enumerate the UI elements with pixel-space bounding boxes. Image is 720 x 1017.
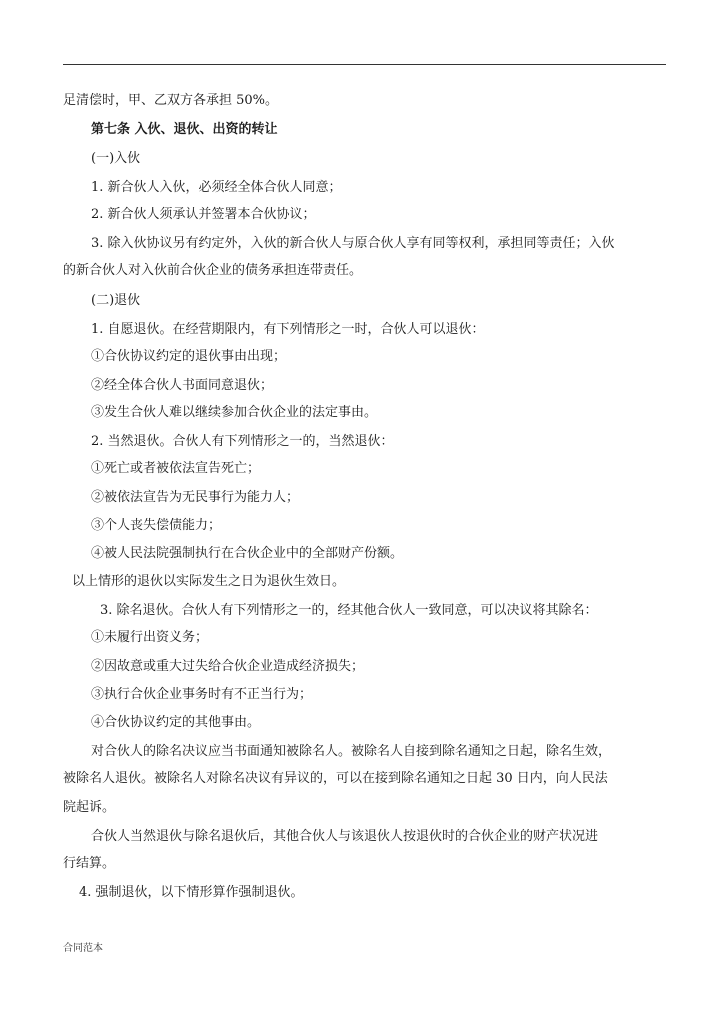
voluntary-withdrawal: 1. 自愿退伙。在经营期限内，有下列情形之一时，合伙人可以退伙： xyxy=(91,322,485,337)
expulsion-notice-line-3: 院起诉。 xyxy=(63,800,116,815)
settlement-line-2: 行结算。 xyxy=(63,856,116,871)
forced-withdrawal: 4. 强制退伙，以下情形算作强制退伙。 xyxy=(79,885,304,900)
expulsion-notice-line-2: 被除名人退伙。被除名人对除名决议有异议的，可以在接到除名通知之日起 30 日内，向人民法 xyxy=(63,771,608,786)
list-item: ③个人丧失偿债能力； xyxy=(91,518,222,533)
list-item: ②因故意或重大过失给合伙企业造成经济损失； xyxy=(91,659,365,674)
header-rule xyxy=(63,64,666,65)
join-item-3-line-2: 的新合伙人对入伙前合伙企业的债务承担连带责任。 xyxy=(63,263,363,278)
list-item: ②被依法宣告为无民事行为能力人； xyxy=(91,490,300,505)
list-item: ②经全体合伙人书面同意退伙； xyxy=(91,378,274,393)
join-item-3-line-1: 3. 除入伙协议另有约定外，入伙的新合伙人与原合伙人享有同等权利，承担同等责任；入伙 xyxy=(91,236,615,251)
continuation-text: 足清偿时，甲、乙双方各承担 50%。 xyxy=(63,93,279,108)
list-item: ④合伙协议约定的其他事由。 xyxy=(91,715,261,730)
list-item: ①合伙协议约定的退伙事由出现； xyxy=(91,349,287,364)
join-item-1: 1. 新合伙人入伙，必须经全体合伙人同意； xyxy=(91,180,342,195)
expulsion-notice-line-1: 对合伙人的除名决议应当书面通知被除名人。被除名人自接到除名通知之日起，除名生效， xyxy=(91,744,612,759)
join-item-2: 2. 新合伙人须承认并签署本合伙协议； xyxy=(91,207,316,222)
article-heading: 第七条 入伙、退伙、出资的转让 xyxy=(91,122,278,137)
withdraw-heading: (二)退伙 xyxy=(91,293,141,308)
join-heading: (一)入伙 xyxy=(91,151,141,166)
footer-label: 合同范本 xyxy=(63,943,103,954)
settlement-line-1: 合伙人当然退伙与除名退伙后，其他合伙人与该退伙人按退伙时的合伙企业的财产状况进 xyxy=(91,829,599,844)
list-item: ①死亡或者被依法宣告死亡； xyxy=(91,461,261,476)
list-item: ④被人民法院强制执行在合伙企业中的全部财产份额。 xyxy=(91,546,404,561)
effective-date-note: 以上情形的退伙以实际发生之日为退伙生效日。 xyxy=(72,574,346,589)
expulsion-withdrawal: 3. 除名退伙。合伙人有下列情形之一的，经其他合伙人一致同意，可以决议将其除名： xyxy=(100,603,598,618)
list-item: ③发生合伙人难以继续参加合伙企业的法定事由。 xyxy=(91,405,378,420)
list-item: ③执行合伙企业事务时有不正当行为； xyxy=(91,687,313,702)
list-item: ①未履行出资义务； xyxy=(91,630,209,645)
automatic-withdrawal: 2. 当然退伙。合伙人有下列情形之一的，当然退伙： xyxy=(91,434,394,449)
